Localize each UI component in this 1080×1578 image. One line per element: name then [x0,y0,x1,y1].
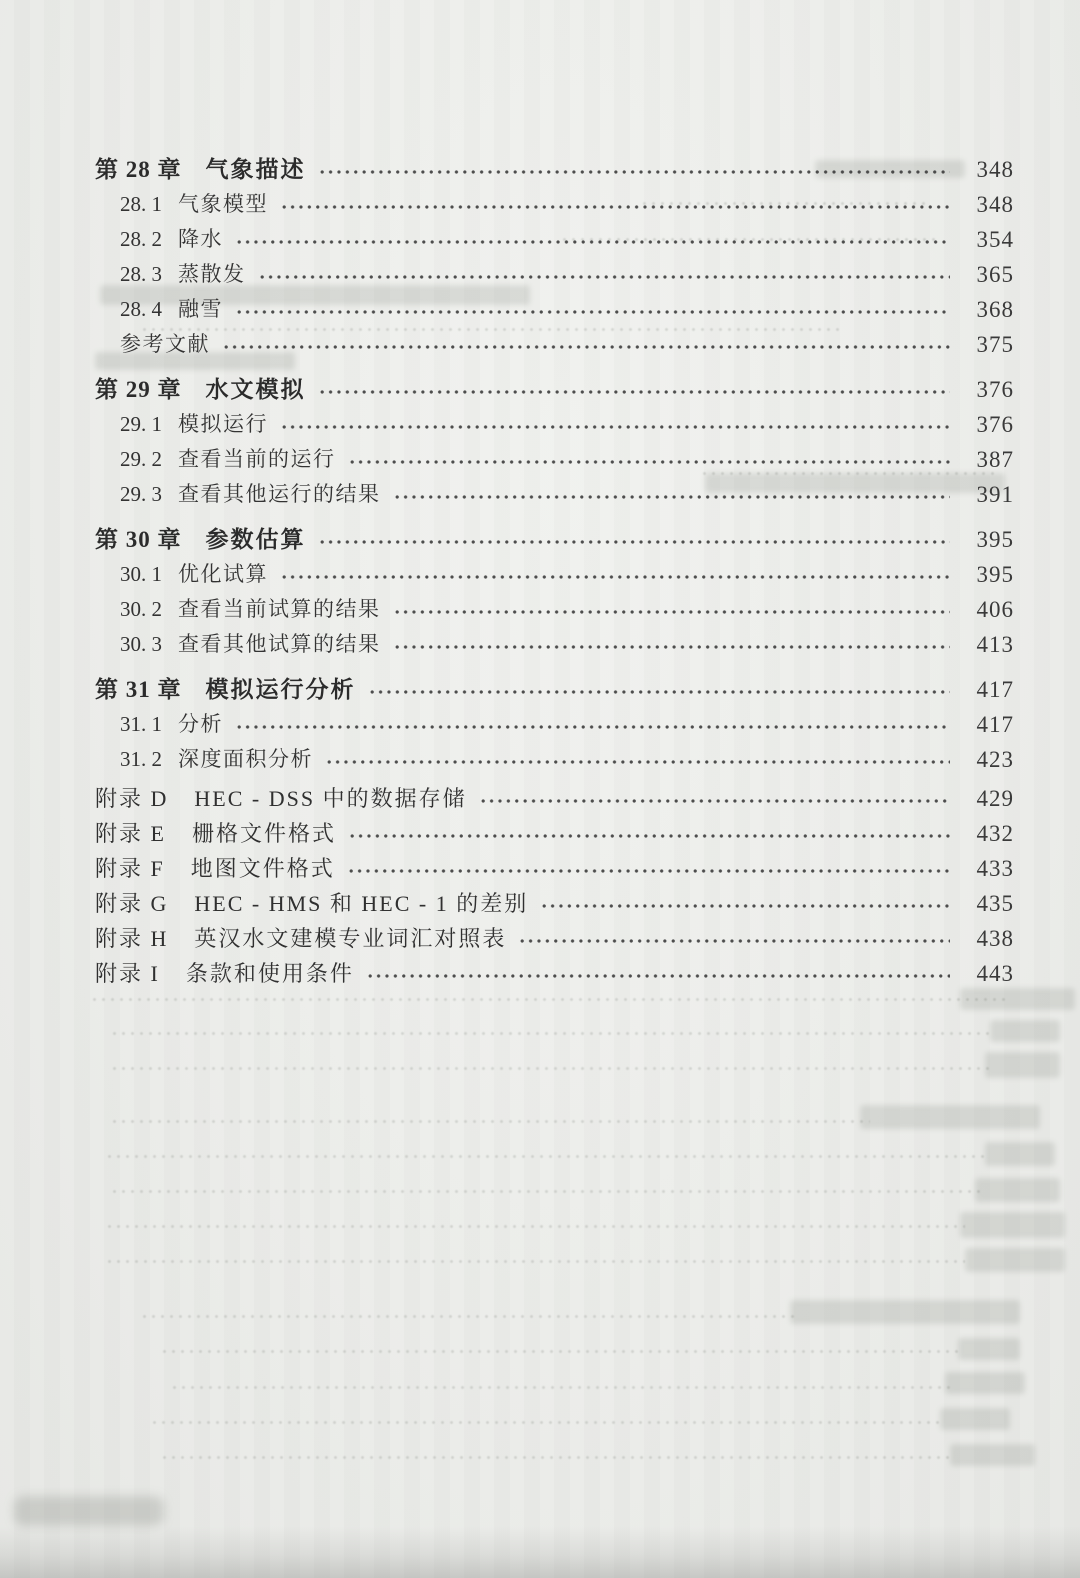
toc-entry-title: 模拟运行分析 [205,677,356,702]
toc-entry [95,956,1014,991]
bleed-through-line [110,1030,990,1037]
toc-entry-page: 435 [976,891,1014,916]
toc-entry [95,407,1014,442]
toc-entry-page: 395 [976,527,1014,552]
toc-entry-page: 365 [976,262,1014,287]
toc-entry-title: 查看其他运行的结果 [178,482,381,506]
toc-entry-page: 417 [976,677,1014,702]
dot-leader [540,886,950,921]
dot-leader [393,627,951,662]
toc-entry-title: 蒸散发 [178,262,246,286]
toc-entry [95,707,1014,742]
bleed-through-smudge [965,1248,1065,1272]
page-bottom-shadow [0,1526,1080,1578]
bleed-through-line [105,1153,985,1160]
toc-entry-label: 30. 3 [120,632,162,656]
toc-entry-label: 31. 1 [120,712,162,736]
toc-entry-title: 优化试算 [178,562,268,586]
toc-entry-title: 深度面积分析 [178,747,313,771]
scan-smudge [14,1496,164,1526]
toc-entry-page: 354 [976,227,1014,252]
toc-entry-title: 查看其他试算的结果 [178,632,381,656]
bleed-through-smudge [860,1105,1040,1129]
toc-entry-title: 参考文献 [120,332,210,356]
bleed-through-smudge [958,1338,1020,1360]
toc-entry-page: 348 [976,192,1014,217]
toc-entry-label: 附录 F [95,856,165,881]
toc-entry-title: 查看当前试算的结果 [178,597,381,621]
toc-entry-label: 第 31 章 [95,677,182,702]
bleed-through-line [140,1313,800,1320]
toc-entry-label: 第 30 章 [95,527,182,552]
toc-entry-label: 第 29 章 [95,377,182,402]
toc-entry-page: 376 [976,412,1014,437]
toc-entry-title: 条款和使用条件 [185,961,354,986]
bleed-through-line [110,1065,990,1072]
toc-entry-title: 水文模拟 [205,377,306,402]
toc-entry [95,886,1014,921]
bleed-through-smudge [985,1142,1055,1166]
toc-entry-title: 气象模型 [178,192,268,216]
toc-entry-title: 查看当前的运行 [178,447,336,471]
bleed-through-smudge [950,1444,1035,1466]
toc-entry-title: 参数估算 [205,527,306,552]
toc-entry-label: 第 28 章 [95,157,182,182]
toc-entry-label: 28. 4 [120,297,162,321]
toc-entry [95,672,1014,707]
toc-entry-label: 28. 3 [120,262,162,286]
toc-entry-title: HEC - HMS 和 HEC - 1 的差别 [194,891,529,916]
toc-entry [95,442,1014,477]
bleed-through-line [105,1223,965,1230]
toc-entry-label: 29. 2 [120,447,162,471]
toc-entry [95,477,1014,512]
toc-entry-title: 栅格文件格式 [191,821,336,846]
bleed-through-line [160,1454,950,1461]
toc-entry [95,257,1014,292]
toc-entry-page: 438 [976,926,1014,951]
toc-entry-title: 气象描述 [205,157,306,182]
toc-entry [95,742,1014,777]
toc-entry-page: 375 [976,332,1014,357]
toc-entry-label: 30. 1 [120,562,162,586]
toc-entry-page: 433 [976,856,1014,881]
dot-leader [325,742,950,777]
toc-entry [95,816,1014,851]
toc-entry [95,781,1014,816]
toc-entry-label: 附录 H [95,926,169,951]
toc-entry-title: 地图文件格式 [190,856,335,881]
toc-entry-page: 348 [976,157,1014,182]
dot-leader [235,707,950,742]
toc-entry-label: 附录 I [95,961,160,986]
toc-entry-page: 429 [976,786,1014,811]
toc-entry-page: 443 [976,961,1014,986]
toc-entry [95,372,1014,407]
bleed-through-smudge [940,1408,1010,1430]
bleed-through-smudge [990,1020,1060,1042]
toc-entry-title: 降水 [178,227,223,251]
toc-entry [95,592,1014,627]
dot-leader [348,442,951,477]
bleed-through-smudge [960,1212,1065,1238]
bleed-through-smudge [790,1300,1020,1324]
dot-leader [222,327,950,362]
toc-entry-label: 29. 3 [120,482,162,506]
dot-leader [280,557,950,592]
toc-entry-page: 413 [976,632,1014,657]
bleed-through-line [160,1348,960,1355]
dot-leader [393,592,951,627]
dot-leader [366,956,950,991]
dot-leader [280,187,950,222]
dot-leader [368,672,951,707]
toc-entry [95,627,1014,662]
toc-entry-label: 附录 D [95,786,169,811]
dot-leader [280,407,950,442]
toc-entry-title: 模拟运行 [178,412,268,436]
toc-entry-page: 417 [976,712,1014,737]
toc-entry [95,522,1014,557]
toc-entry-title: 分析 [178,712,223,736]
toc-entry-page: 391 [976,482,1014,507]
toc-entry-page: 368 [976,297,1014,322]
toc-entry [95,292,1014,327]
dot-leader [235,292,950,327]
toc-entry-label: 29. 1 [120,412,162,436]
toc-entry [95,557,1014,592]
toc-entry-page: 395 [976,562,1014,587]
toc-entry-label: 附录 E [95,821,166,846]
toc-entry-page: 406 [976,597,1014,622]
bleed-through-smudge [975,1178,1060,1202]
bleed-through-smudge [985,1052,1060,1078]
toc-entry [95,222,1014,257]
toc-entry [95,851,1014,886]
toc-entry [95,187,1014,222]
dot-leader [348,816,950,851]
bleed-through-smudge [945,1372,1025,1394]
toc-entry-label: 28. 2 [120,227,162,251]
toc-entry [95,152,1014,187]
toc-entry-title: 融雪 [178,297,223,321]
toc-entry-title: 英汉水文建模专业词汇对照表 [194,926,507,951]
toc-entry-page: 387 [976,447,1014,472]
toc-entry-label: 31. 2 [120,747,162,771]
dot-leader [258,257,951,292]
bleed-through-line [150,1419,940,1426]
bleed-through-line [110,1188,980,1195]
dot-leader [347,851,950,886]
toc-entry-page: 376 [976,377,1014,402]
dot-leader [518,921,950,956]
dot-leader [318,152,951,187]
toc-entry-page: 432 [976,821,1014,846]
bleed-through-smudge [960,988,1075,1010]
bleed-through-line [90,996,1010,1003]
bleed-through-line [170,1384,950,1391]
bleed-through-line [105,1258,965,1265]
toc-entry-page: 423 [976,747,1014,772]
bleed-through-line [110,1118,870,1125]
dot-leader [318,522,951,557]
dot-leader [235,222,950,257]
toc-entry [95,921,1014,956]
dot-leader [479,781,950,816]
toc-entry-label: 30. 2 [120,597,162,621]
toc-entry [95,327,1014,362]
toc-entry-label: 附录 G [95,891,169,916]
dot-leader [318,372,951,407]
toc-entry-title: HEC - DSS 中的数据存储 [194,786,467,811]
toc-entry-label: 28. 1 [120,192,162,216]
dot-leader [393,477,951,512]
